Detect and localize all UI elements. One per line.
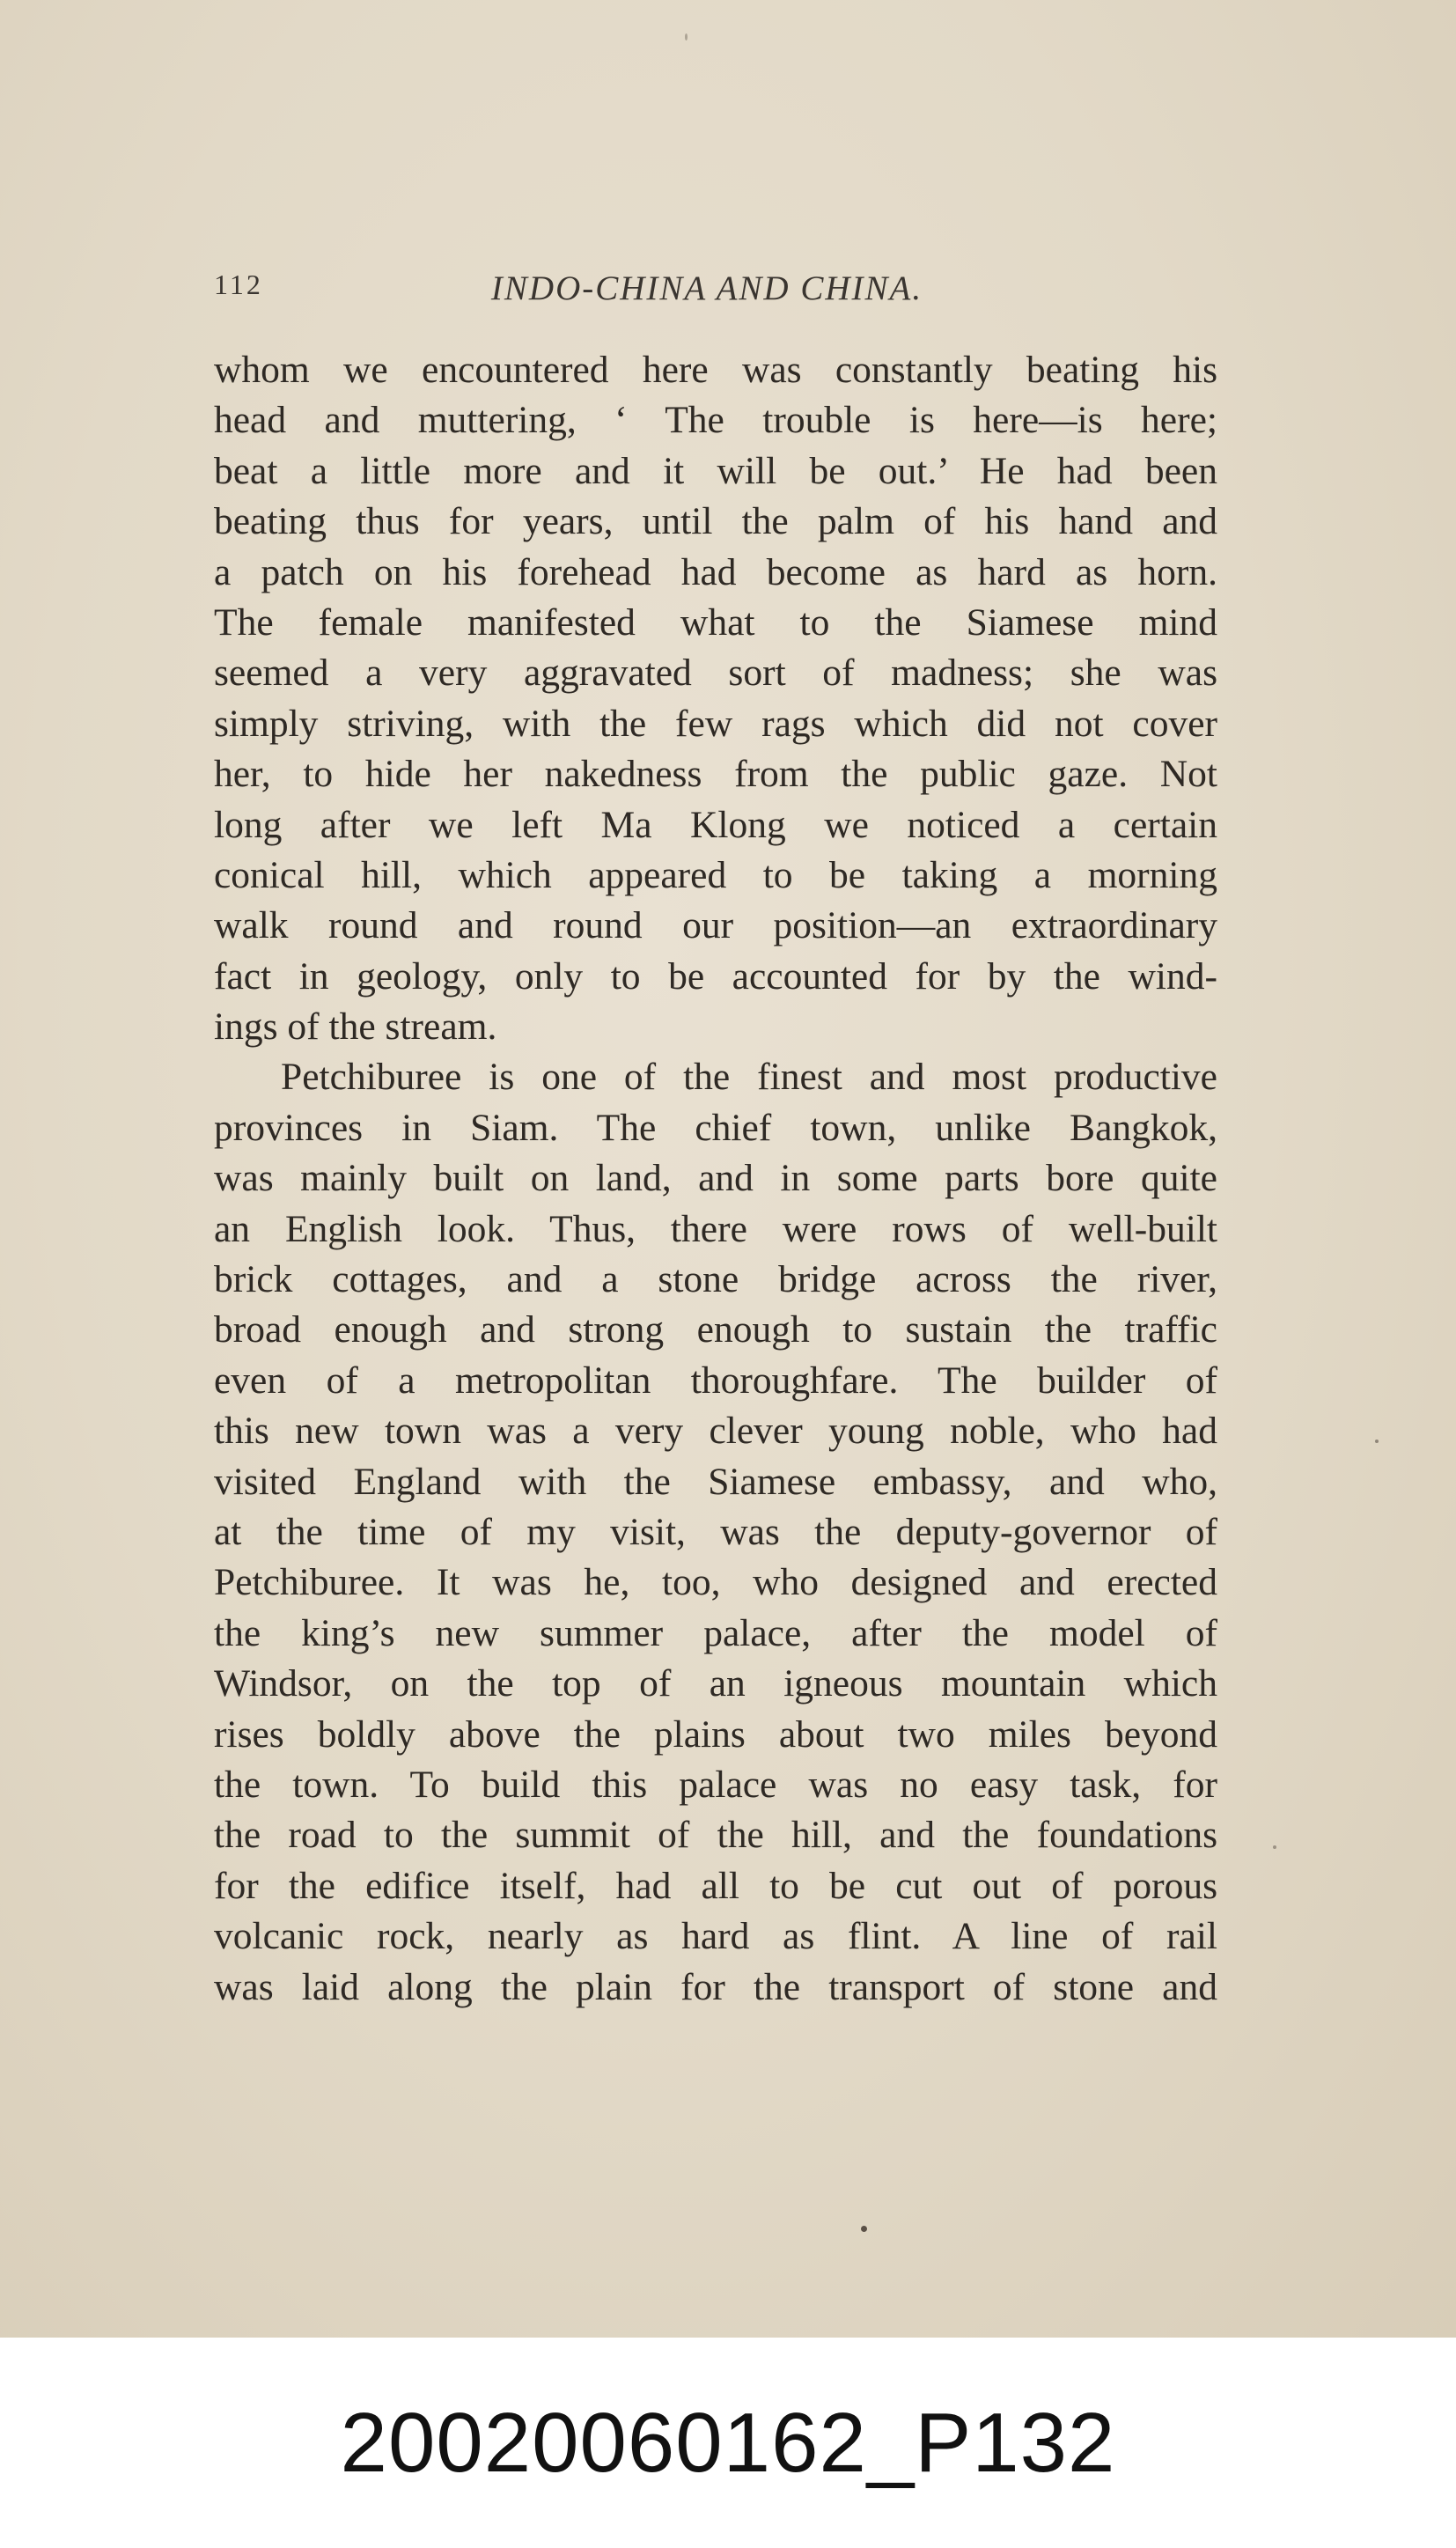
text-line: conical hill, which appeared to be taking a morning (214, 853, 1217, 896)
text-line: provinces in Siam. The chief town, unlike Bangkok, (214, 1106, 1217, 1149)
paper-speck (685, 33, 688, 41)
text-line: walk round and round our position—an extraordinary (214, 904, 1217, 947)
text-line: brick cottages, and a stone bridge across the river, (214, 1258, 1217, 1301)
page-number: 112 (214, 269, 263, 300)
text-line: volcanic rock, nearly as hard as flint. A line of rail (214, 1915, 1217, 1958)
text-line: The female manifested what to the Siamese mind (214, 600, 1217, 644)
text-line: broad enough and strong enough to sustain the traffic (214, 1308, 1217, 1351)
text-line: long after we left Ma Klong we noticed a certain (214, 803, 1217, 846)
text-line: beating thus for years, until the palm of his hand and (214, 500, 1217, 543)
text-line: was laid along the plain for the transport of stone and (214, 1965, 1217, 2008)
text-line: seemed a very aggravated sort of madness; she was (214, 652, 1217, 695)
paragraph-start-line: Petchiburee is one of the finest and most productive (281, 1056, 1217, 1099)
image-label: 20020060162_P132 (340, 2396, 1116, 2490)
text-line: whom we encountered here was constantly beating his (214, 349, 1217, 391)
text-line: rises boldly above the plains about two miles beyond (214, 1712, 1217, 1756)
text-line: Petchiburee. It was he, too, who designed and erected (214, 1561, 1217, 1604)
text-line: visited England with the Siamese embassy, and who, (214, 1460, 1217, 1503)
text-line: this new town was a very clever young noble, who had (214, 1410, 1217, 1453)
paragraph-end-line: ings of the stream. (214, 1005, 497, 1049)
text-line: head and muttering, ‘ The trouble is here—is here; (214, 399, 1217, 442)
text-line: even of a metropolitan thoroughfare. The builder of (214, 1359, 1217, 1402)
text-line: Windsor, on the top of an igneous mountain which (214, 1662, 1217, 1705)
text-line: an English look. Thus, there were rows of well-built (214, 1207, 1217, 1250)
text-line: for the edifice itself, had all to be cut out of porous (214, 1864, 1217, 1907)
text-line: beat a little more and it will be out.’ He had been (214, 449, 1217, 492)
running-head: INDO-CHINA AND CHINA. (490, 269, 923, 307)
paper-speck (1375, 1440, 1379, 1443)
text-line: the road to the summit of the hill, and the foundations (214, 1814, 1217, 1857)
body-text (214, 345, 1217, 2013)
paper-speck (861, 2226, 867, 2232)
text-line: simply striving, with the few rags which did not cover (214, 702, 1217, 745)
text-line: her, to hide her nakedness from the public gaze. Not (214, 753, 1217, 796)
text-line: fact in geology, only to be accounted for by the wind- (214, 954, 1217, 998)
text-line: was mainly built on land, and in some parts bore quite (214, 1157, 1217, 1200)
text-line: the king’s new summer palace, after the model of (214, 1611, 1217, 1654)
text-line: the town. To build this palace was no easy task, for (214, 1763, 1217, 1806)
paper-speck (1273, 1845, 1276, 1849)
text-line: at the time of my visit, was the deputy-governor of (214, 1510, 1217, 1553)
page-header (214, 269, 1217, 313)
text-line: a patch on his forehead had become as hard as horn. (214, 550, 1217, 593)
